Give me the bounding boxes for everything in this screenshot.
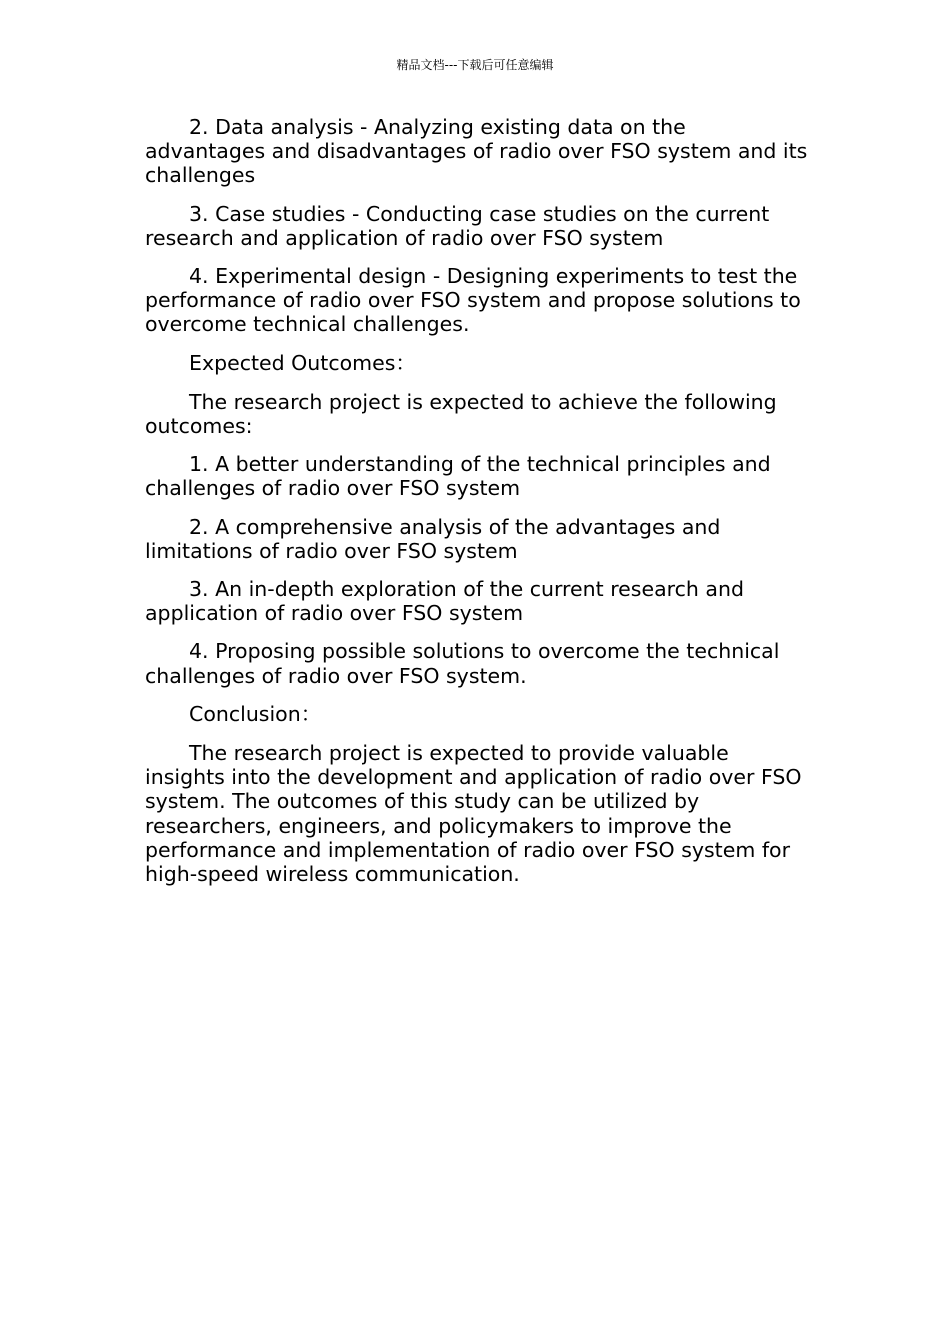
- paragraph-outcome-4: 4. Proposing possible solutions to overcome the technical challenges of radio over FSO system.: [145, 639, 780, 688]
- paragraph-outcome-3: 3. An in-depth exploration of the current research and application of radio over FSO system: [145, 577, 744, 626]
- paragraph-outcome-1: 1. A better understanding of the technical principles and challenges of radio over FSO system: [145, 452, 771, 501]
- section-heading-conclusion: Conclusion：: [189, 701, 322, 726]
- paragraph-outcomes-intro: The research project is expected to achieve the following outcomes:: [145, 389, 777, 439]
- paragraph-data-analysis: 2. Data analysis - Analyzing existing data on the advantages and disadvantages of radio over FSO system and its challenges: [145, 115, 808, 188]
- paragraph-experimental-design: 4. Experimental design - Designing experiments to test the performance of radio over FSO system and propose solutions to overcome technical challenges.: [145, 264, 801, 337]
- paragraph-conclusion: The research project is expected to provide valuable insights into the development and application of radio over FSO system. The outcomes of this study can be utilized by researchers, engineers, and policymakers to improve the performance and implementation of radio over FSO system for high-speed wireless communication.: [145, 741, 802, 887]
- paragraph-case-studies: 3. Case studies - Conducting case studies on the current research and application of radio over FSO system: [145, 201, 770, 250]
- section-heading-expected-outcomes: Expected Outcomes：: [189, 350, 416, 375]
- page-header: 精品文档---下载后可任意编辑: [396, 58, 554, 72]
- paragraph-outcome-2: 2. A comprehensive analysis of the advantages and limitations of radio over FSO system: [145, 514, 721, 563]
- document-body: [145, 115, 810, 900]
